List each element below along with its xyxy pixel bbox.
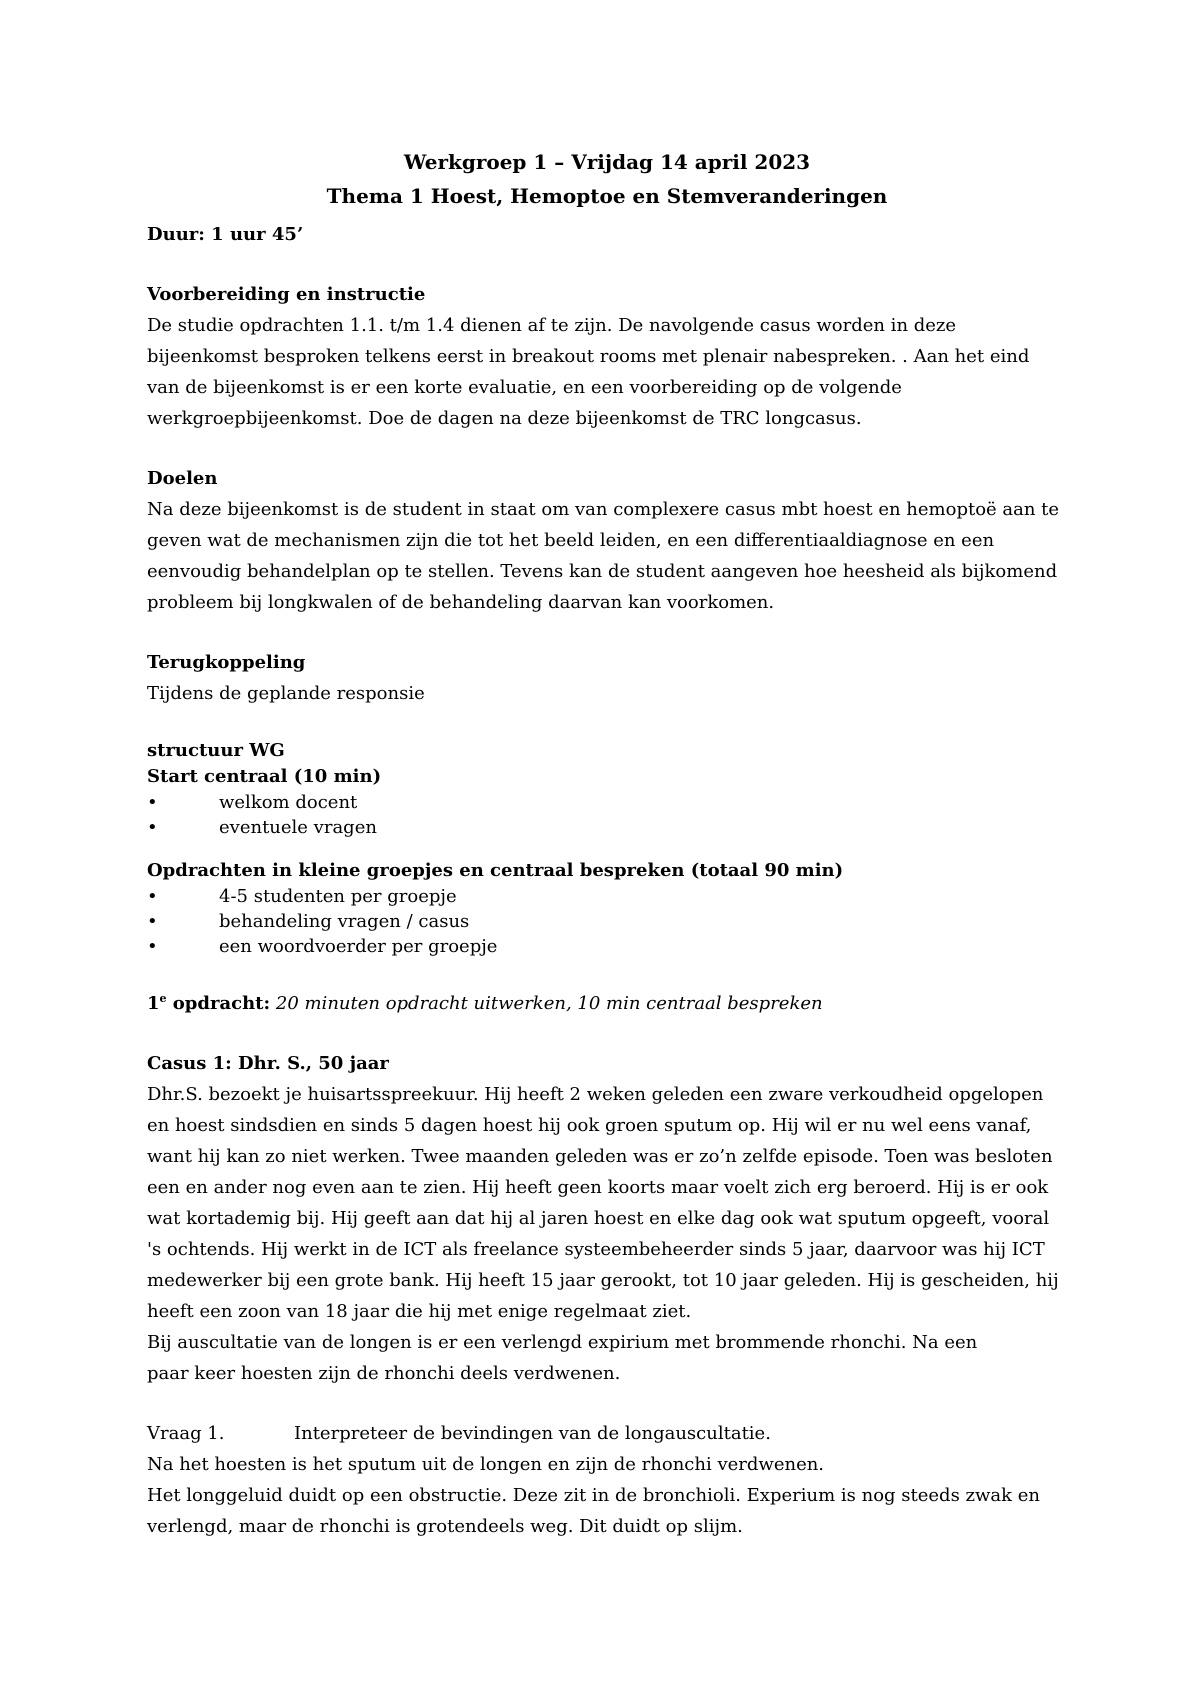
heading-casus-1: Casus 1: Dhr. S., 50 jaar <box>147 1053 389 1074</box>
vraag-1 <box>147 1418 1067 1449</box>
paragraph-doelen: Na deze bijeenkomst is de student in staat om van complexere casus mbt hoest en hemoptoë aan te geven wat de mechanismen zijn die tot het beeld leiden, en een differentiaaldiagnose en een eenvoudig behandelplan op te stellen. Tevens kan de student aangeven hoe heesheid als bijkomend probleem bij longkwalen of de behandeling daarvan kan voorkomen. <box>147 499 1060 613</box>
vraag-1-answer-1: Na het hoesten is het sputum uit de longen en zijn de rhonchi verdwenen. <box>147 1454 825 1475</box>
opdracht-1-instruction: 20 minuten opdracht uitwerken, 10 min centraal bespreken <box>270 993 823 1014</box>
opdrachten-list <box>147 884 1067 959</box>
heading-doelen: Doelen <box>147 468 218 489</box>
casus-1-auscultation-line2: paar keer hoesten zijn de rhonchi deels verdwenen. <box>147 1363 621 1384</box>
vraag-1-label: Vraag 1. <box>147 1423 225 1444</box>
vraag-1-question: Interpreteer de bevindingen van de longauscultatie. <box>294 1423 771 1444</box>
opdracht-1-label: 1e opdracht: <box>147 992 271 1014</box>
document-title-line1: Werkgroep 1 – Vrijdag 14 april 2023 <box>403 150 811 174</box>
heading-terugkoppeling: Terugkoppeling <box>147 652 306 673</box>
list-item: • welkom docent <box>147 790 1067 815</box>
list-item: • 4-5 studenten per groepje <box>147 884 1067 909</box>
casus-1-auscultation-line1: Bij auscultatie van de longen is er een verlengd expirium met brommende rhonchi. Na een <box>147 1332 978 1353</box>
list-item: • een woordvoerder per groepje <box>147 934 1067 959</box>
list-item: • behandeling vragen / casus <box>147 909 1067 934</box>
heading-structuur: structuur WG <box>147 740 285 761</box>
heading-opdrachten: Opdrachten in kleine groepjes en centraal bespreken (totaal 90 min) <box>147 860 844 881</box>
opdracht-1-line <box>147 988 1067 1019</box>
paragraph-casus-1: Dhr.S. bezoekt je huisartsspreekuur. Hij heeft 2 weken geleden een zware verkoudheid opgelopen en hoest sindsdien en sinds 5 dagen hoest hij ook groen sputum op. Hij wil er nu wel eens vanaf, want hij kan zo niet werken. Twee maanden geleden was er zo’n zelfde episode. Toen was besloten een en ander nog even aan te zien. Hij heeft geen koorts maar voelt zich erg beroerd. Hij is er ook wat kortademig bij. Hij geeft aan dat hij al jaren hoest en elke dag ook wat sputum opgeeft, vooral 's ochtends. Hij werkt in de ICT als freelance systeembeheerder sinds 5 jaar, daarvoor was hij ICT medewerker bij een grote bank. Hij heeft 15 jaar gerookt, tot 10 jaar geleden. Hij is gescheiden, hij heeft een zoon van 18 jaar die hij met enige regelmaat ziet. <box>147 1084 1059 1322</box>
paragraph-voorbereiding: De studie opdrachten 1.1. t/m 1.4 dienen af te zijn. De navolgende casus worden in deze bijeenkomst besproken telkens eerst in breakout rooms met plenair nabespreken. . Aan het eind van de bijeenkomst is er een korte evaluatie, en een voorbereiding op de volgende werkgroepbijeenkomst. Doe de dagen na deze bijeenkomst de TRC longcasus. <box>147 315 1030 429</box>
heading-start-centraal: Start centraal (10 min) <box>147 766 382 787</box>
start-list <box>147 790 1067 840</box>
document-title-line2: Thema 1 Hoest, Hemoptoe en Stemveranderingen <box>326 184 888 208</box>
duration: Duur: 1 uur 45’ <box>147 224 304 245</box>
document-body <box>147 145 1067 1542</box>
list-item: • eventuele vragen <box>147 815 1067 840</box>
heading-voorbereiding: Voorbereiding en instructie <box>147 284 426 305</box>
paragraph-terugkoppeling: Tijdens de geplande responsie <box>147 683 425 704</box>
vraag-1-answer-2: Het longgeluid duidt op een obstructie. Deze zit in de bronchioli. Experium is nog steeds zwak en verlengd, maar de rhonchi is grotendeels weg. Dit duidt op slijm. <box>147 1485 1041 1537</box>
